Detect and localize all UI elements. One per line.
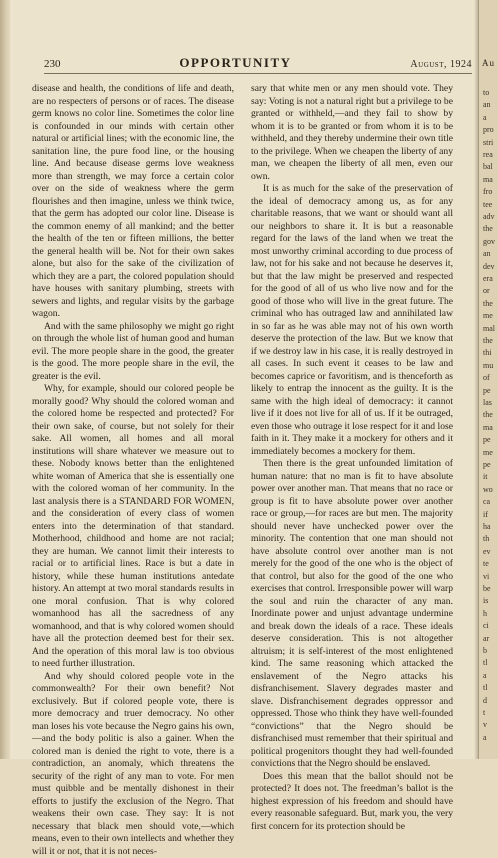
next-page-line-fragment: tl (483, 683, 487, 692)
paragraph: Does this mean that the ballot should not be protected? It does not. The freedman’s ballot is the highest expression of his freedom and should have every reasonable safeguard. But, mark you, the very first concern for its protection should be (251, 771, 453, 834)
next-page-line-fragment: ha (483, 522, 491, 531)
paragraph: sary that white men or any men should vote. They say: Voting is not a natural right but a privilege to be granted or withheld,—and they fail to show by whom it is to be granted or from whom it is to be withheld, and they thereby undermine their own title to the privilege. When we cheapen the liberty of any man, we cheapen the liberty of all men, even our own. (251, 83, 453, 183)
next-page-line-fragment: it (483, 472, 487, 481)
next-page-line-fragment: te (483, 559, 489, 568)
next-page-line-fragment: stri (483, 138, 493, 147)
left-column (32, 83, 234, 858)
next-page-line-fragment: ar (483, 634, 489, 643)
next-page-line-fragment: the (483, 299, 493, 308)
next-page-line-fragment: era (483, 274, 493, 283)
next-page-line-fragment: if (483, 510, 488, 519)
next-page-line-fragment: adv (483, 212, 495, 221)
next-page-line-fragment: th (483, 534, 489, 543)
paragraph: disease and health, the conditions of life and death, are no respecters of persons or of races. The disease germ knows no color line. Sometimes the color line is confounded in our minds with certain other natural or artificial lines; with the economic line, the sanitation line, the pure food line, or the housing line. And because disease germs love weakness more than strength, we may force a certain color over on the side of weakness where the germ flourishes and then imagine, unless we think twice, that the germ has adopted our color line. Disease is the common enemy of all mankind; and the better the health of the ten or fifteen millions, the better the general health will be. Not for their own sakes alone, but also for the sake of the civilization of which they are a part, the colored population should have houses with sanitary plumbing, streets with sewers and lights, and regular visits by the garbage wagon. (32, 83, 234, 321)
next-page-line-fragment: b (483, 646, 487, 655)
next-page-line-fragment: v (483, 720, 487, 729)
next-page-line-fragment: bal (483, 162, 493, 171)
next-page-line-fragment: me (483, 448, 493, 457)
magazine-title: OPPORTUNITY (179, 55, 291, 71)
next-page-line-fragment: ca (483, 497, 490, 506)
next-page-line-fragment: ev (483, 547, 491, 556)
paragraph: And with the same philosophy we might go right on through the whole list of human good and human evil. The more people share in the good, the greater is the good. The more people share in the evil, the greater is the evil. (32, 321, 234, 384)
next-page-line-fragment: to (483, 88, 489, 97)
next-page-line-fragment: h (483, 609, 487, 618)
next-page-line-fragment: fro (483, 187, 492, 196)
next-page-line-fragment: me (483, 311, 493, 320)
next-page-line-fragment: gov (483, 237, 495, 246)
next-page-line-fragment: ma (483, 423, 493, 432)
next-page-line-fragment: d (483, 696, 487, 705)
next-page-line-fragment: tl (483, 658, 487, 667)
next-page-line-fragment: mu (483, 361, 493, 370)
next-page-line-fragment: pe (483, 386, 491, 395)
issue-date: August, 1924 (410, 59, 472, 70)
next-page-line-fragment: an (483, 100, 491, 109)
next-page-line-fragment: a (483, 113, 487, 122)
next-page-line-fragment: vi (483, 572, 489, 581)
next-page-line-fragment: thi (483, 348, 491, 357)
next-page-line-fragment: of (483, 373, 490, 382)
next-page-line-fragment: wo (483, 485, 493, 494)
next-page-line-fragment: rea (483, 150, 493, 159)
next-page-line-fragment: mal (483, 324, 495, 333)
next-page-line-fragment: the (483, 224, 493, 233)
next-page-line-fragment: t (483, 708, 485, 717)
next-page-line-fragment: the (483, 336, 493, 345)
next-page-line-fragment: pe (483, 435, 491, 444)
next-page-line-fragment: is (483, 596, 488, 605)
next-page-line-fragment: ci (483, 621, 489, 630)
page-number: 230 (44, 58, 61, 70)
next-page-edge (478, 0, 498, 759)
next-page-line-fragment: las (483, 398, 492, 407)
next-page-line-fragment: an (483, 249, 491, 258)
running-header (44, 55, 472, 74)
paragraph: Then there is the great unfounded limitation of human nature: that no man is fit to have absolute power over another man. That means that no race or group is fit to have absolute power over another race or group,—for races are but men. The majority should never have unchecked power over the minority. The contention that one man should not have absolute control over another man is not merely for the good of the one who is the object of that control, but also for the good of the one who exercises that control. Irresponsible power will warp the soul and ruin the character of any man. Inordinate power and unjust advantage undermine and break down the ideals of a race. These ideals deserve consideration. This is not altogether altruism; it is self-interest of the most enlightened kind. The same reasoning which attacked the enslavement of the Negro attacks his disfranchisement. Slavery degrades master and slave. Disfranchisement degrades oppressor and oppressed. Those who think they have well-founded “convictions” that the Negro should be disfranchised must remember that their spiritual and political progenitors thought they had well-founded convictions that the Negro should be enslaved. (251, 458, 453, 771)
next-page-line-fragment: be (483, 584, 491, 593)
next-page-line-fragment: ma (483, 175, 493, 184)
next-page-line-fragment: tee (483, 200, 492, 209)
magazine-page (10, 0, 478, 759)
next-page-line-fragment: pe (483, 460, 491, 469)
right-column (251, 83, 453, 833)
next-page-line-fragment: pro (483, 125, 494, 134)
paragraph: And why should colored people vote in the commonwealth? For their own benefit? Not exclusively. But if colored people vote, there is more democracy and truer democracy. No other man loses his vote because the Negro gains his own,—and the body politic is also a gainer. When the colored man is denied the right to vote, there is a contradiction, an anomaly, which threatens the security of the right of any man to vote. For men must quibble and be mentally dishonest in their efforts to justify the exclusion of the Negro. That weakens their own case. They say: It is not necessary that black men should vote,—which means, even to their own intellects and whether they will it or not, that it is not neces- (32, 671, 234, 858)
book-binding-gutter (0, 0, 10, 759)
next-page-line-fragment: dev (483, 262, 495, 271)
next-page-line-fragment: a (483, 671, 487, 680)
next-page-line-fragment: the (483, 410, 493, 419)
next-page-line-fragment: or (483, 286, 490, 295)
paragraph: It is as much for the sake of the preservation of the ideal of democracy among us, as for any charitable reasons, that we want or should want all our neighbors to share it. It is but a reasonable regard for the laws of the land when we treat the most unworthy criminal according to due process of law, not for his sake and not because he deserves it, but that the law might be preserved and respected for the good of all of us who live now and for the good of those who will live in the great future. The criminal who has outraged law and annihilated law in so far as he was able may not of his own worth deserve the protection of the law. But we know that if we destroy law in his case, it is really destroyed in all cases. In such event it ceases to be law and becomes caprice or favoritism, and is thenceforth as likely to entrap the innocent as the guilty. It is the same with the high ideal of democracy: it cannot live if it does not live for all of us. If it be outraged, even those who outrage it lose respect for it and lose faith in it. They make it a mockery for others and it immediately becomes a mockery for them. (251, 183, 453, 458)
next-page-header-fragment: Au (482, 58, 495, 68)
next-page-line-fragment: a (483, 733, 487, 742)
paragraph: Why, for example, should our colored people be morally good? Why should the colored woman and the colored home be respected and protected? For their own sake, of course, but not solely for their sake. All women, all homes and all moral institutions will share whatever we measure out to these. Nobody knows better than the enlightened white woman of America that she is essentially one with the colored woman of her community. In the last analysis there is a STANDARD FOR WOMEN, and the consideration of every class of women enters into the determination of that standard. Motherhood, childhood and home are not racial; they are human. We cannot limit their interests to racial or to artificial lines. Race is but a date in history, while these human institutions antedate history. An attempt at two moral standards results in one moral confusion. That is why colored womanhood has all the sacredness of any womanhood, and that is why colored women should have all the protection deemed best for their sex. And the operation of this moral law is too obvious to need further illustration. (32, 383, 234, 671)
